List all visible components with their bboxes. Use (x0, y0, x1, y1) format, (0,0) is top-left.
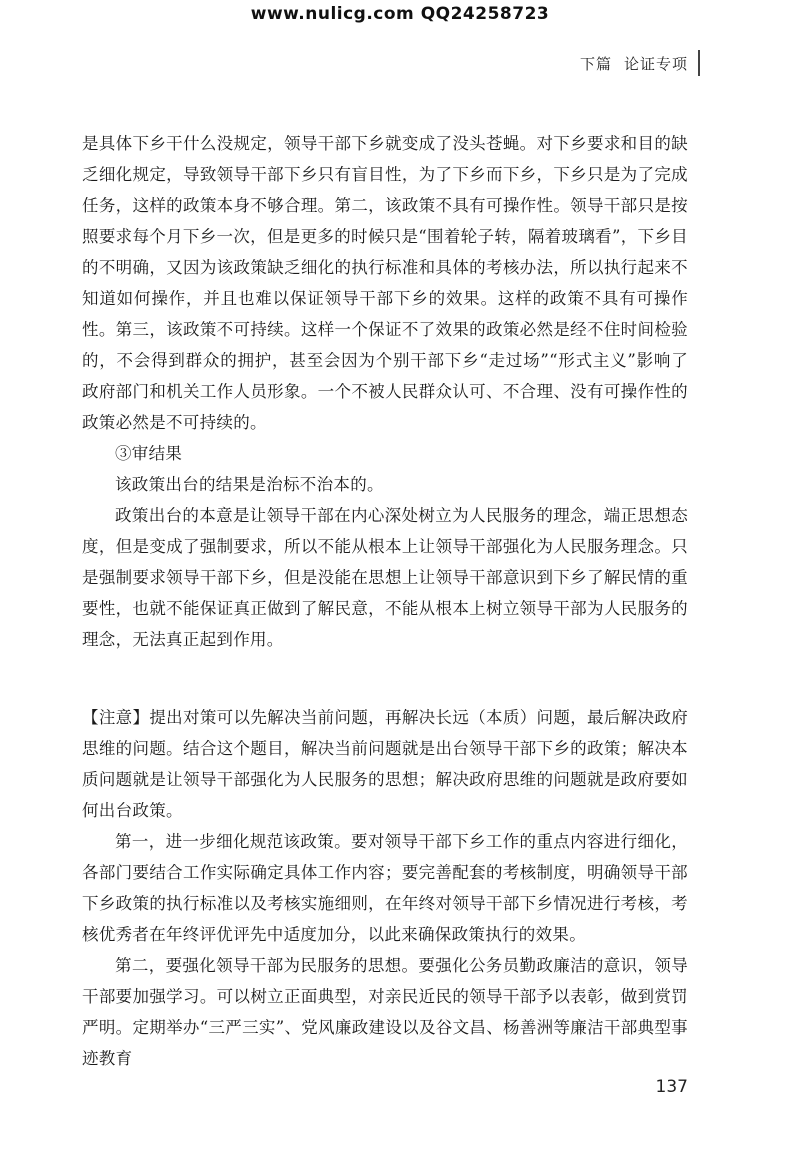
note-paragraph (82, 702, 688, 826)
running-head-part: 下篇 (579, 55, 612, 73)
running-head (580, 53, 688, 74)
paragraph: 该政策出台的结果是治标不治本的。 (115, 475, 384, 494)
note-tag: 【注意】 (82, 708, 150, 727)
paragraph: 第一，进一步细化规范该政策。要对领导干部下乡工作的重点内容进行细化，各部门要结合工作实际确定具体工作内容；要完善配套的考核制度，明确领导干部下乡政策的执行标准以及考核实施细则，在年终对领导干部下乡情况进行考核，考核优秀者在年终评优评先中适度加分，以此来确保政策执行的效果。 (82, 832, 688, 944)
paragraph: 政策出台的本意是让领导干部在内心深处树立为人民服务的理念，端正思想态度，但是变成了强制要求，所以不能从根本上让领导干部强化为人民服务理念。只是强制要求领导干部下乡，但是没能在思想上让领导干部意识到下乡了解民情的重要性，也就不能保证真正做到了解民意，不能从根本上树立领导干部为人民服务的理念，无法真正起到作用。 (82, 506, 688, 649)
running-head-section: 论证专项 (623, 55, 688, 73)
paragraph-continued: 是具体下乡干什么没规定，领导干部下乡就变成了没头苍蝇。对下乡要求和目的缺乏细化规定，导致领导干部下乡只有盲目性，为了下乡而下乡，下乡只是为了完成任务，这样的政策本身不够合理。第二，该政策不具有可操作性。领导干部只是按照要求每个月下乡一次，但是更多的时候只是“围着轮子转，隔着玻璃看”，下乡目的不明确，又因为该政策缺乏细化的执行标准和具体的考核办法，所以执行起来不知道如何操作，并且也难以保证领导干部下乡的效果。这样的政策不具有可操作性。第三，该政策不可持续。这样一个保证不了效果的政策必然是经不住时间检验的，不会得到群众的拥护，甚至会因为个别干部下乡“走过场”“形式主义”影响了政府部门和机关工作人员形象。一个不被人民群众认可、不合理、没有可操作性的政策必然是不可持续的。 (82, 134, 688, 432)
subheading-review-result: ③审结果 (115, 444, 183, 463)
watermark-text: www.nulicg.com QQ24258723 (250, 4, 550, 24)
paragraph: 第二，要强化领导干部为民服务的思想。要强化公务员勤政廉洁的意识，领导干部要加强学习。可以树立正面典型，对亲民近民的领导干部予以表彰，做到赏罚严明。定期举办“三严三实”、党风廉政建设以及谷文昌、杨善洲等廉洁干部典型事迹教育 (82, 956, 688, 1068)
running-head-rule (698, 50, 700, 76)
section-spacer (82, 655, 688, 702)
page-body (82, 128, 688, 1074)
note-text: 提出对策可以先解决当前问题，再解决长远（本质）问题，最后解决政府思维的问题。结合这个题目，解决当前问题就是出台领导干部下乡的政策；解决本质问题就是让领导干部强化为人民服务的思想；解决政府思维的问题就是政府要如何出台政策。 (82, 708, 688, 820)
page-number: 137 (655, 1077, 688, 1097)
